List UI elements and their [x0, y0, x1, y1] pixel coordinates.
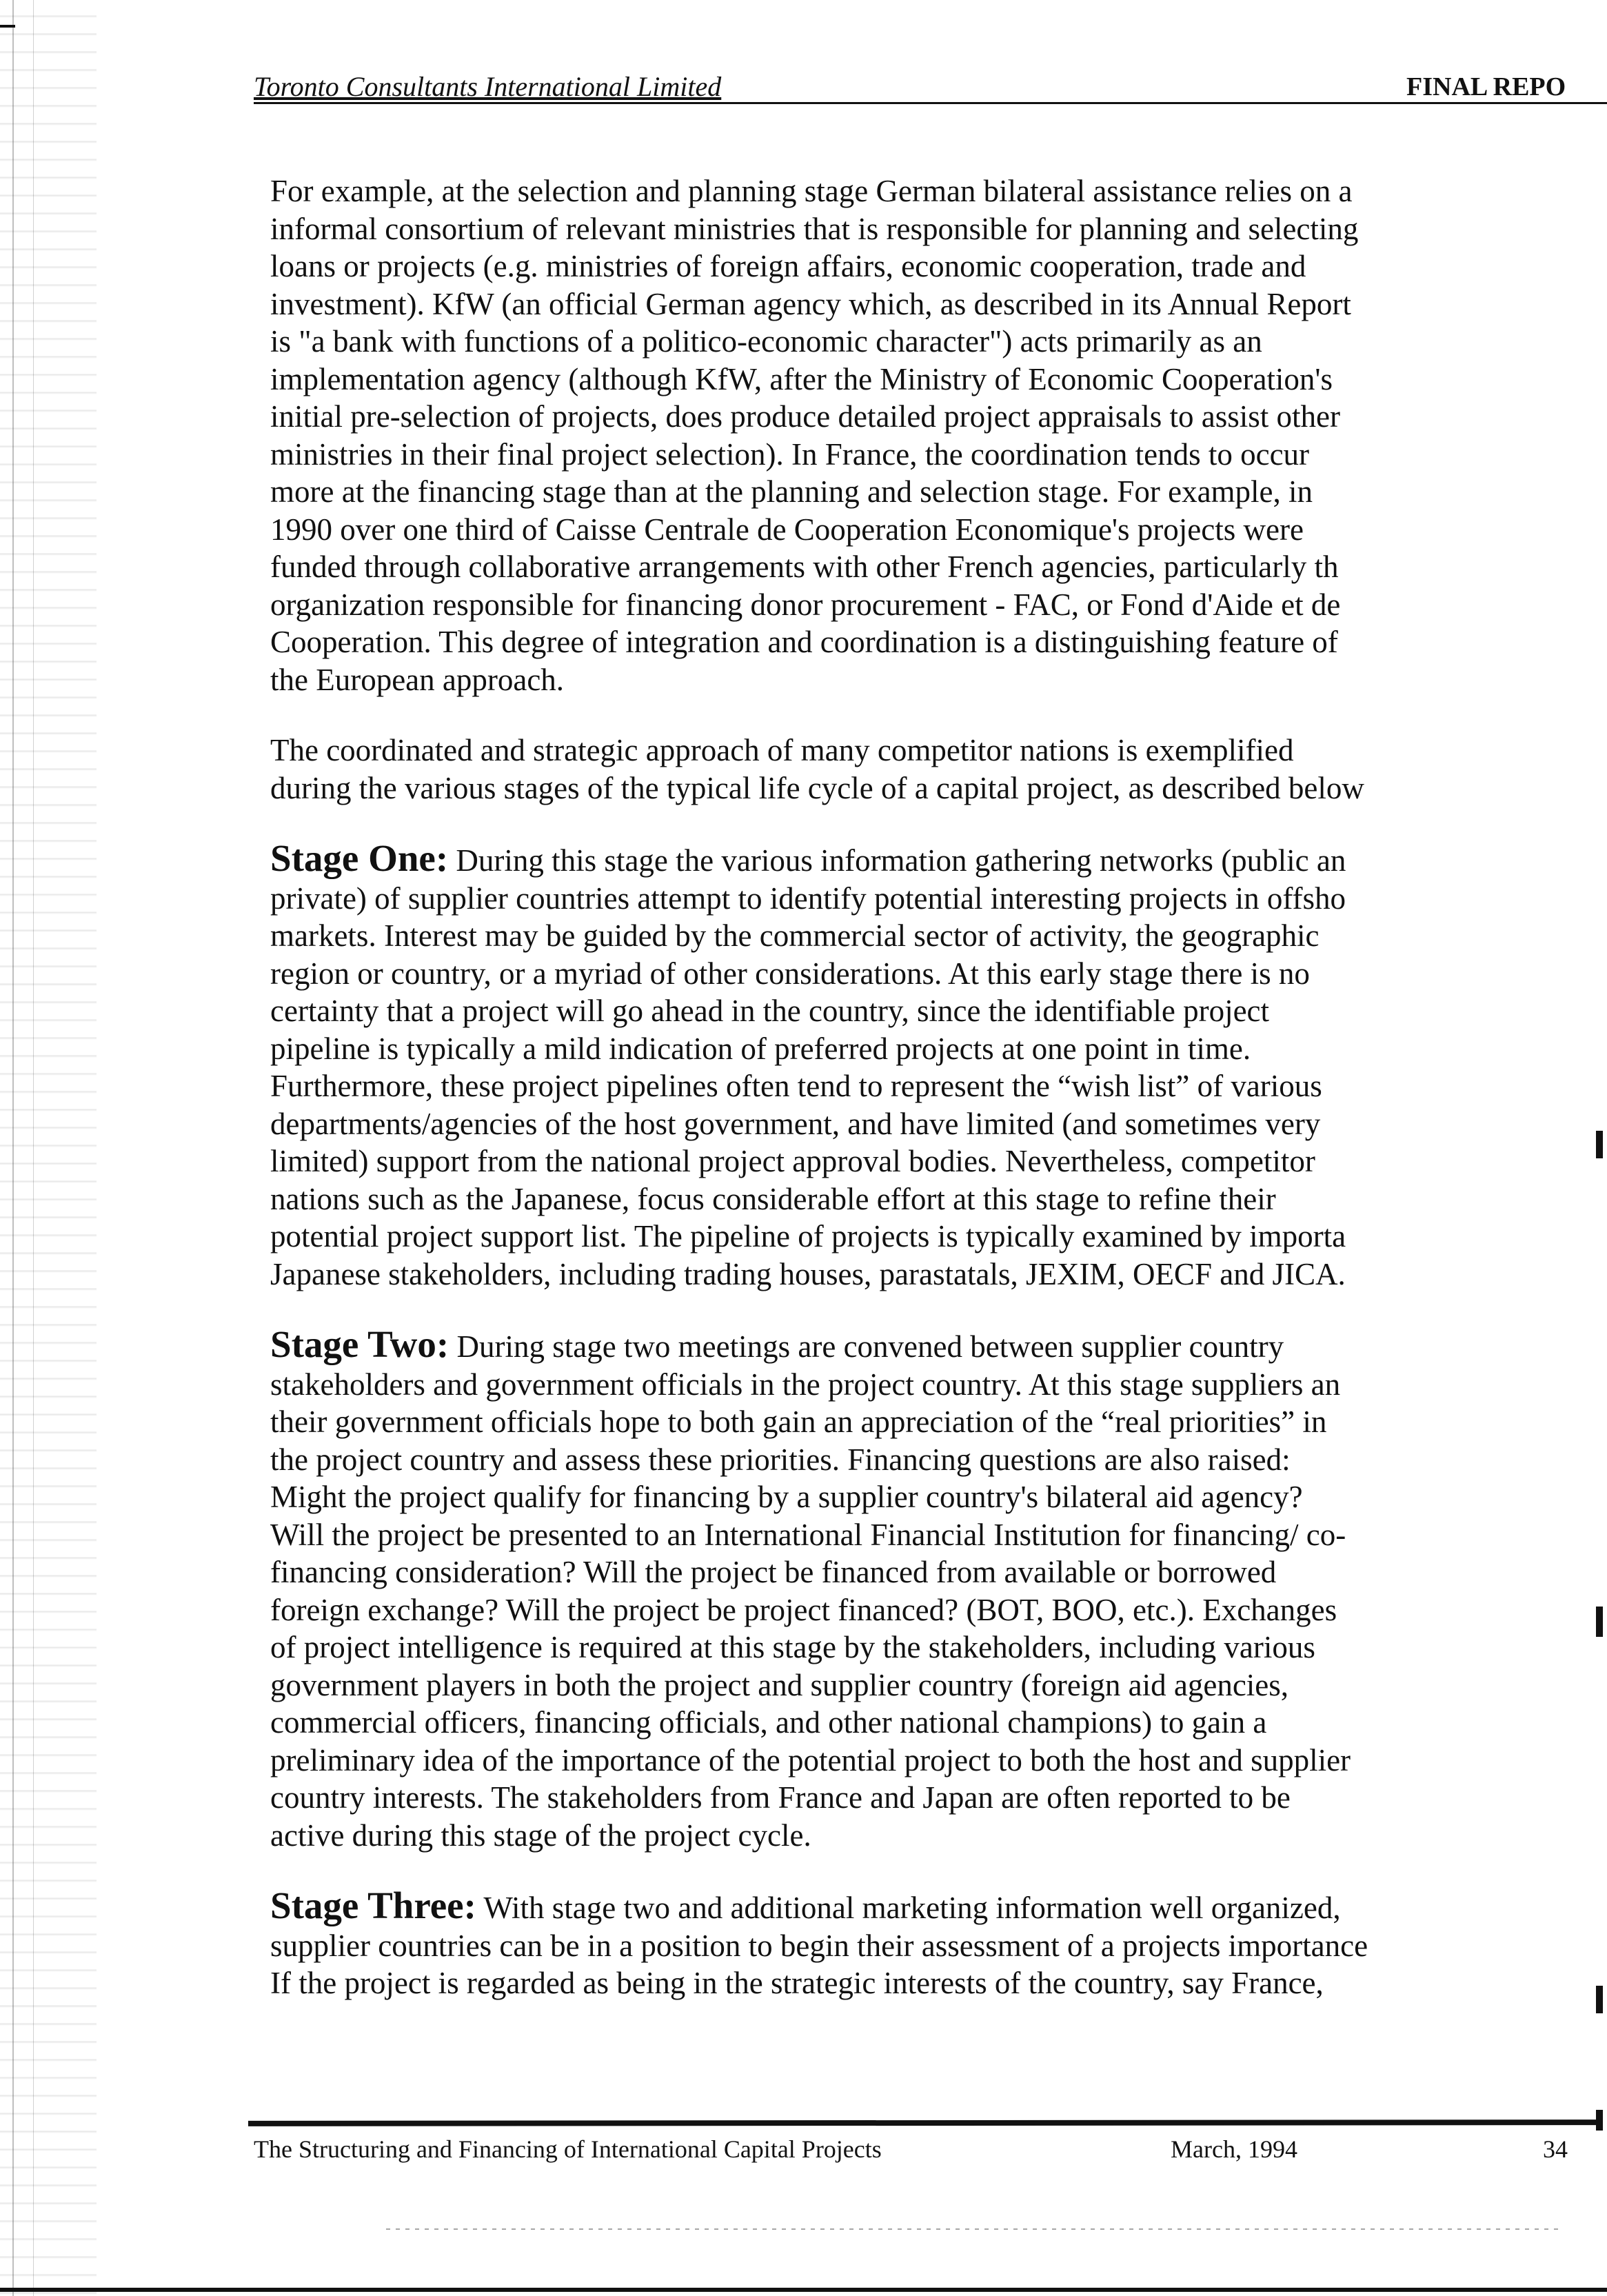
scan-dashed-line — [386, 2228, 1558, 2230]
text-line: private) of supplier countries attempt to identify potential interesting projects in offsho — [270, 880, 1346, 916]
text-line: preliminary idea of the importance of the potential project to both the host and supplier — [270, 1742, 1351, 1778]
text-line: their government officials hope to both gain an appreciation of the “real priorities” in — [270, 1404, 1327, 1439]
text-line: If the project is regarded as being in the strategic interests of the country, say France, — [270, 1966, 1324, 2000]
report-title: FINAL REPO — [1406, 72, 1566, 101]
text-line: Furthermore, these project pipelines often tend to represent the “wish list” of various — [270, 1069, 1322, 1103]
text-line: organization responsible for financing donor procurement - FAC, or Fond d'Aide et de — [270, 587, 1341, 622]
text-line: certainty that a project will go ahead in the country, since the identifiable project — [270, 994, 1270, 1028]
text-line: stakeholders and government officials in the project country. At this stage suppliers an — [270, 1367, 1341, 1402]
text-line: foreign exchange? Will the project be project financed? (BOT, BOO, etc.). Exchanges — [270, 1592, 1337, 1627]
text-line: 1990 over one third of Caisse Centrale de Cooperation Economique's projects were — [270, 512, 1304, 547]
text-line: potential project support list. The pipeline of projects is typically examined by importa — [270, 1219, 1346, 1253]
page-number: 34 — [1543, 2135, 1568, 2163]
text-run: During this stage the various information gathering networks (public an — [448, 843, 1346, 878]
text-line: loans or projects (e.g. ministries of foreign affairs, economic cooperation, trade and — [270, 249, 1306, 283]
text-line: informal consortium of relevant ministries that is responsible for planning and selecting — [270, 211, 1359, 246]
scan-right-mark — [1596, 1986, 1603, 2013]
text-line: during the various stages of the typical life cycle of a capital project, as described below — [270, 770, 1364, 805]
scan-bottom-edge — [0, 2288, 1607, 2292]
footer-document-title: The Structuring and Financing of International Capital Projects — [254, 2135, 882, 2163]
text-line: implementation agency (although KfW, after the Ministry of Economic Cooperation's — [270, 361, 1333, 396]
text-line — [270, 1887, 1580, 1927]
text-line: pipeline is typically a mild indication of preferred projects at one point in time. — [270, 1031, 1251, 1066]
text-line: the project country and assess these priorities. Financing questions are also raised: — [270, 1442, 1291, 1477]
text-line: of project intelligence is required at this stage by the stakeholders, including various — [270, 1630, 1315, 1664]
text-line: Will the project be presented to an International Financial Institution for financing/ co- — [270, 1517, 1346, 1552]
stage-two-heading: Stage Two: — [270, 1326, 449, 1365]
text-line: government players in both the project and supplier country (foreign aid agencies, — [270, 1667, 1289, 1702]
text-line: markets. Interest may be guided by the commercial sector of activity, the geographic — [270, 918, 1320, 953]
stage-three-heading: Stage Three: — [270, 1887, 476, 1926]
text-line: nations such as the Japanese, focus considerable effort at this stage to refine their — [270, 1181, 1276, 1216]
text-line: departments/agencies of the host government, and have limited (and sometimes very — [270, 1106, 1321, 1141]
paragraph-gap — [270, 1293, 1580, 1326]
text-line: initial pre-selection of projects, does produce detailed project appraisals to assist other — [270, 399, 1340, 434]
body-text — [270, 172, 1580, 2002]
text-line: is "a bank with functions of a politico-economic character") acts primarily as an — [270, 324, 1262, 359]
paragraph-stage-one — [270, 840, 1580, 1293]
scan-edge-line-2 — [33, 0, 34, 2296]
scan-right-mark — [1596, 2110, 1603, 2131]
stage-one-heading: Stage One: — [270, 840, 449, 879]
text-line: funded through collaborative arrangements with other French agencies, particularly th — [270, 550, 1339, 584]
text-run: During stage two meetings are convened between supplier country — [449, 1329, 1284, 1364]
text-line: Cooperation. This degree of integration and coordination is a distinguishing feature of — [270, 625, 1338, 659]
text-line: active during this stage of the project cycle. — [270, 1817, 811, 1853]
text-line: The coordinated and strategic approach of many competitor nations is exemplified — [270, 733, 1294, 767]
paragraph-gap — [270, 1854, 1580, 1887]
paragraph-stage-three — [270, 1887, 1580, 2002]
header-rule — [254, 102, 1607, 104]
text-line: investment). KfW (an official German agency which, as described in its Annual Report — [270, 286, 1351, 321]
text-line: region or country, or a myriad of other considerations. At this early stage there is no — [270, 956, 1310, 991]
text-line: more at the financing stage than at the planning and selection stage. For example, in — [270, 474, 1313, 509]
text-line: the European approach. — [270, 662, 565, 697]
text-line: limited) support from the national project approval bodies. Nevertheless, competitor — [270, 1144, 1315, 1178]
text-line — [270, 840, 1580, 880]
text-line: commercial officers, financing officials, and other national champions) to gain a — [270, 1705, 1267, 1740]
text-line: For example, at the selection and planning stage German bilateral assistance relies on a — [270, 174, 1353, 208]
paragraph-stage-two — [270, 1326, 1580, 1854]
footer-date: March, 1994 — [1171, 2135, 1297, 2163]
paragraph-gap — [270, 698, 1580, 732]
footer-rule — [248, 2119, 1603, 2126]
scan-right-mark — [1596, 1131, 1603, 1158]
paragraph-german-french-example — [270, 172, 1580, 698]
text-line: supplier countries can be in a position to begin their assessment of a projects importance — [270, 1928, 1368, 1963]
scan-edge-line — [12, 0, 14, 2296]
text-line: financing consideration? Will the project be financed from available or borrowed — [270, 1555, 1277, 1589]
text-line: country interests. The stakeholders from France and Japan are often reported to be — [270, 1780, 1291, 1815]
text-line — [270, 1326, 1580, 1366]
paragraph-coordinated-approach — [270, 732, 1580, 807]
text-line: Might the project qualify for financing by a supplier country's bilateral aid agency? — [270, 1480, 1303, 1514]
text-run: With stage two and additional marketing information well organized, — [476, 1891, 1341, 1925]
scan-edge-noise — [0, 0, 97, 2296]
page-header — [254, 72, 1607, 102]
scan-corner-mark — [0, 25, 15, 28]
text-line: ministries in their final project selection). In France, the coordination tends to occur — [270, 436, 1310, 472]
scan-right-mark — [1596, 1607, 1603, 1637]
text-line: Japanese stakeholders, including trading houses, parastatals, JEXIM, OECF and JICA. — [270, 1256, 1346, 1291]
company-name: Toronto Consultants International Limited — [254, 71, 722, 102]
page-footer — [254, 2134, 1591, 2164]
paragraph-gap — [270, 807, 1580, 840]
